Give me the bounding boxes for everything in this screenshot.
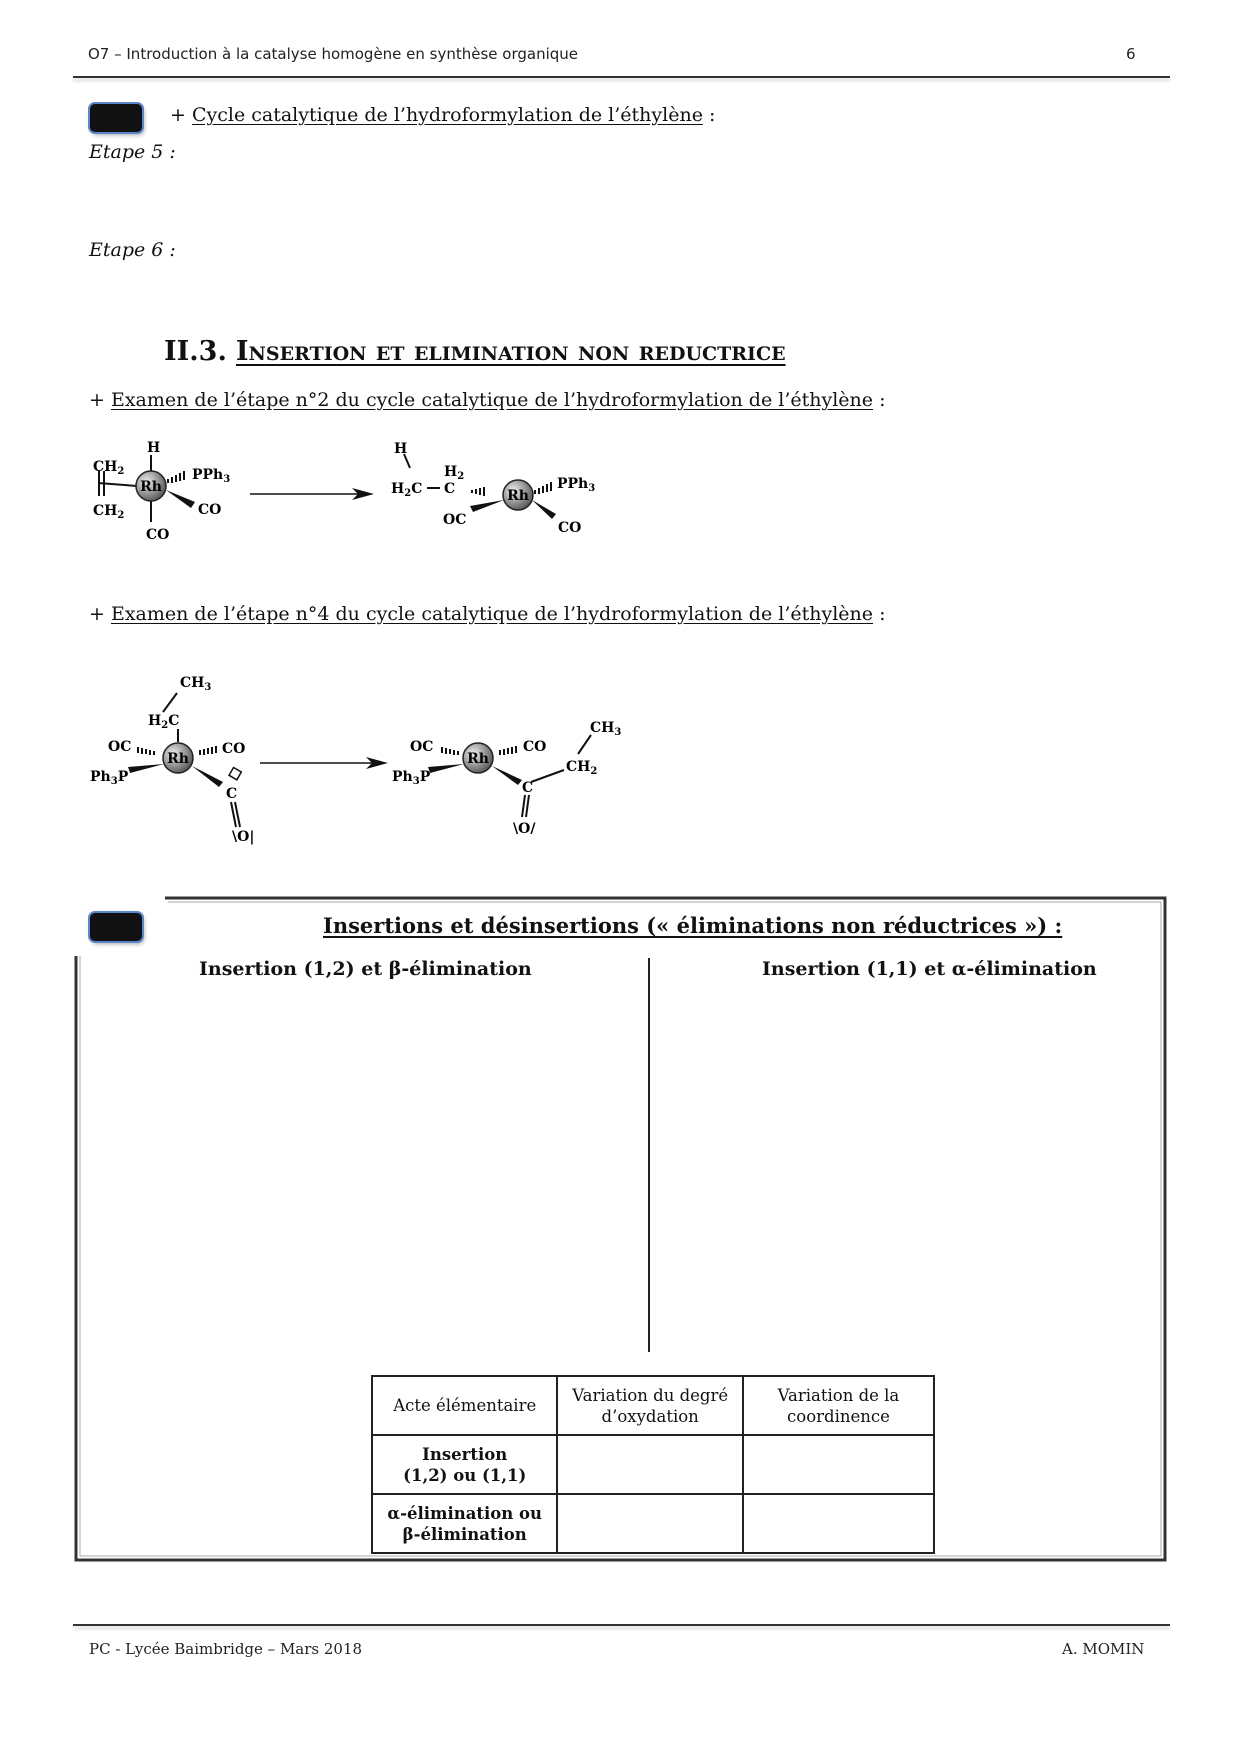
box-title	[323, 913, 1062, 938]
co-wedge-label-reactant: CO	[198, 502, 222, 518]
c-o-double-bond-b	[526, 795, 529, 817]
exam4-scheme	[80, 670, 640, 850]
c-o-double-bond-a	[522, 795, 525, 817]
co-bottom-label-reactant: CO	[146, 527, 170, 543]
row-coordination-cell	[743, 1494, 934, 1553]
page-number: 6	[1126, 45, 1136, 63]
wedge-bond-oc	[470, 500, 504, 512]
table-row	[372, 1494, 934, 1553]
margin-marker-tag-2	[90, 913, 142, 941]
exam4-suffix: :	[879, 603, 886, 625]
left-column-title	[199, 958, 532, 980]
margin-marker-tag	[90, 104, 142, 132]
footer-rule	[73, 1624, 1170, 1626]
row-label: α-élimination ou β-élimination	[372, 1494, 557, 1553]
section-heading	[164, 336, 786, 367]
oc-label-product: OC	[443, 512, 467, 528]
step5-label: Etape 5 :	[89, 141, 176, 163]
wedge-bond-ph3p-product	[428, 764, 464, 773]
rh-label-product-4: Rh	[467, 751, 489, 767]
cycle-title: Cycle catalytique de l’hydroformylation de l’éthylène	[191, 104, 703, 126]
wedge-bond-c-product	[492, 766, 522, 785]
h-label: H	[147, 440, 161, 456]
exam4-heading	[89, 603, 885, 625]
h-label-product: H	[394, 441, 408, 457]
oc-label-product-4: OC	[410, 739, 434, 755]
header-oxidation: Variation du degré d’oxydation	[557, 1376, 742, 1435]
exam4-prefix: +	[89, 603, 105, 625]
c-label-reactant: C	[226, 786, 238, 802]
header-act: Acte élémentaire	[372, 1376, 557, 1435]
row-oxidation-cell	[557, 1494, 742, 1553]
row-oxidation-cell	[557, 1435, 742, 1494]
right-col-pre: Insertion (1,1) et	[762, 958, 952, 980]
h2c-label: $H_2C$	[391, 481, 423, 499]
bond-c-ch2	[531, 770, 564, 782]
cycle-suffix: :	[709, 104, 716, 126]
header-title: O7 – Introduction à la catalyse homogène en synthèse organique	[88, 45, 579, 63]
rh-label-reactant-4: Rh	[167, 751, 189, 767]
ch2-bottom-label: $CH_2$	[93, 503, 125, 521]
wedge-bond-co	[166, 490, 195, 508]
table-row	[372, 1435, 934, 1494]
hash-bond-co-reactant	[200, 746, 216, 755]
hash-bond-co-product	[500, 746, 516, 755]
exam4-text: Examen de l’étape n°4 du cycle catalytique de l’hydroformylation de l’éthylène	[110, 603, 874, 625]
hash-bond-pph3-product	[535, 482, 551, 494]
co-label-product: CO	[558, 520, 582, 536]
ch2-label-product: $CH_2$	[566, 759, 598, 777]
row-coordination-cell	[743, 1435, 934, 1494]
right-col-greek: α	[951, 958, 967, 980]
pph3-label-product: PPh$_3$	[557, 476, 596, 494]
vacant-site-box	[229, 768, 241, 780]
wedge-bond-co-product	[532, 500, 556, 519]
elementary-acts-table	[371, 1375, 935, 1554]
right-col-post: -élimination	[966, 958, 1097, 980]
section-title: Insertion et elimination non reductrice	[235, 336, 786, 367]
ch2-top-label: $CH_2$	[93, 459, 125, 477]
cycle-heading	[170, 104, 715, 126]
left-col-greek: β	[388, 958, 402, 980]
o-label-product: \O/	[513, 821, 536, 837]
ph3p-label-product: $Ph_3P$	[392, 769, 431, 787]
exam2-suffix: :	[879, 389, 886, 411]
box-title-text: Insertions et désinsertions (« éliminations non réductrices ») :	[323, 913, 1063, 938]
ch3-label-reactant: $CH_3$	[180, 675, 212, 693]
h2c-label-reactant: $H_2C$	[148, 713, 180, 731]
c-label: C	[444, 481, 456, 497]
table-header-row	[372, 1376, 934, 1435]
rh-label-product: Rh	[507, 488, 529, 504]
co-label-product-4: CO	[523, 739, 547, 755]
section-number: II.3.	[164, 336, 227, 367]
h2-label: $H_2$	[444, 464, 465, 482]
pph3-label-reactant: PPh$_3$	[192, 467, 231, 485]
ph3p-label-reactant: $Ph_3P$	[90, 769, 129, 787]
bond-ch2-ch3	[578, 735, 591, 754]
exam2-prefix: +	[89, 389, 105, 411]
left-col-post: -élimination	[401, 958, 532, 980]
hash-bond-oc-product	[442, 747, 458, 755]
header-coordination: Variation de la coordinence	[743, 1376, 934, 1435]
exam2-heading	[89, 389, 885, 411]
c-label-product: C	[522, 780, 534, 796]
exam2-scheme	[80, 430, 620, 560]
hash-bond-pph3	[168, 471, 184, 483]
footer-right: A. MOMIN	[1062, 1640, 1145, 1658]
header-rule	[73, 76, 1170, 78]
exam2-text: Examen de l’étape n°2 du cycle catalytique de l’hydroformylation de l’éthylène	[110, 389, 874, 411]
right-column-title	[762, 958, 1097, 980]
left-col-pre: Insertion (1,2) et	[199, 958, 389, 980]
hash-bond-ch2-rh	[472, 487, 484, 496]
step6-label: Etape 6 :	[89, 239, 176, 261]
co-label-reactant: CO	[222, 741, 246, 757]
ch3-label-product: $CH_3$	[590, 720, 622, 738]
wedge-bond-c-reactant	[192, 766, 223, 787]
o-label-reactant: \O|	[232, 829, 255, 845]
row-label: Insertion (1,2) ou (1,1)	[372, 1435, 557, 1494]
wedge-bond-ph3p-reactant	[128, 764, 164, 773]
rh-label-reactant: Rh	[140, 479, 162, 495]
footer-left: PC - Lycée Baimbridge – Mars 2018	[89, 1640, 363, 1658]
hash-bond-oc-reactant	[138, 747, 154, 755]
cycle-prefix: +	[170, 104, 186, 126]
oc-label-reactant: OC	[108, 739, 132, 755]
bond-ch3-ch2	[163, 693, 177, 712]
